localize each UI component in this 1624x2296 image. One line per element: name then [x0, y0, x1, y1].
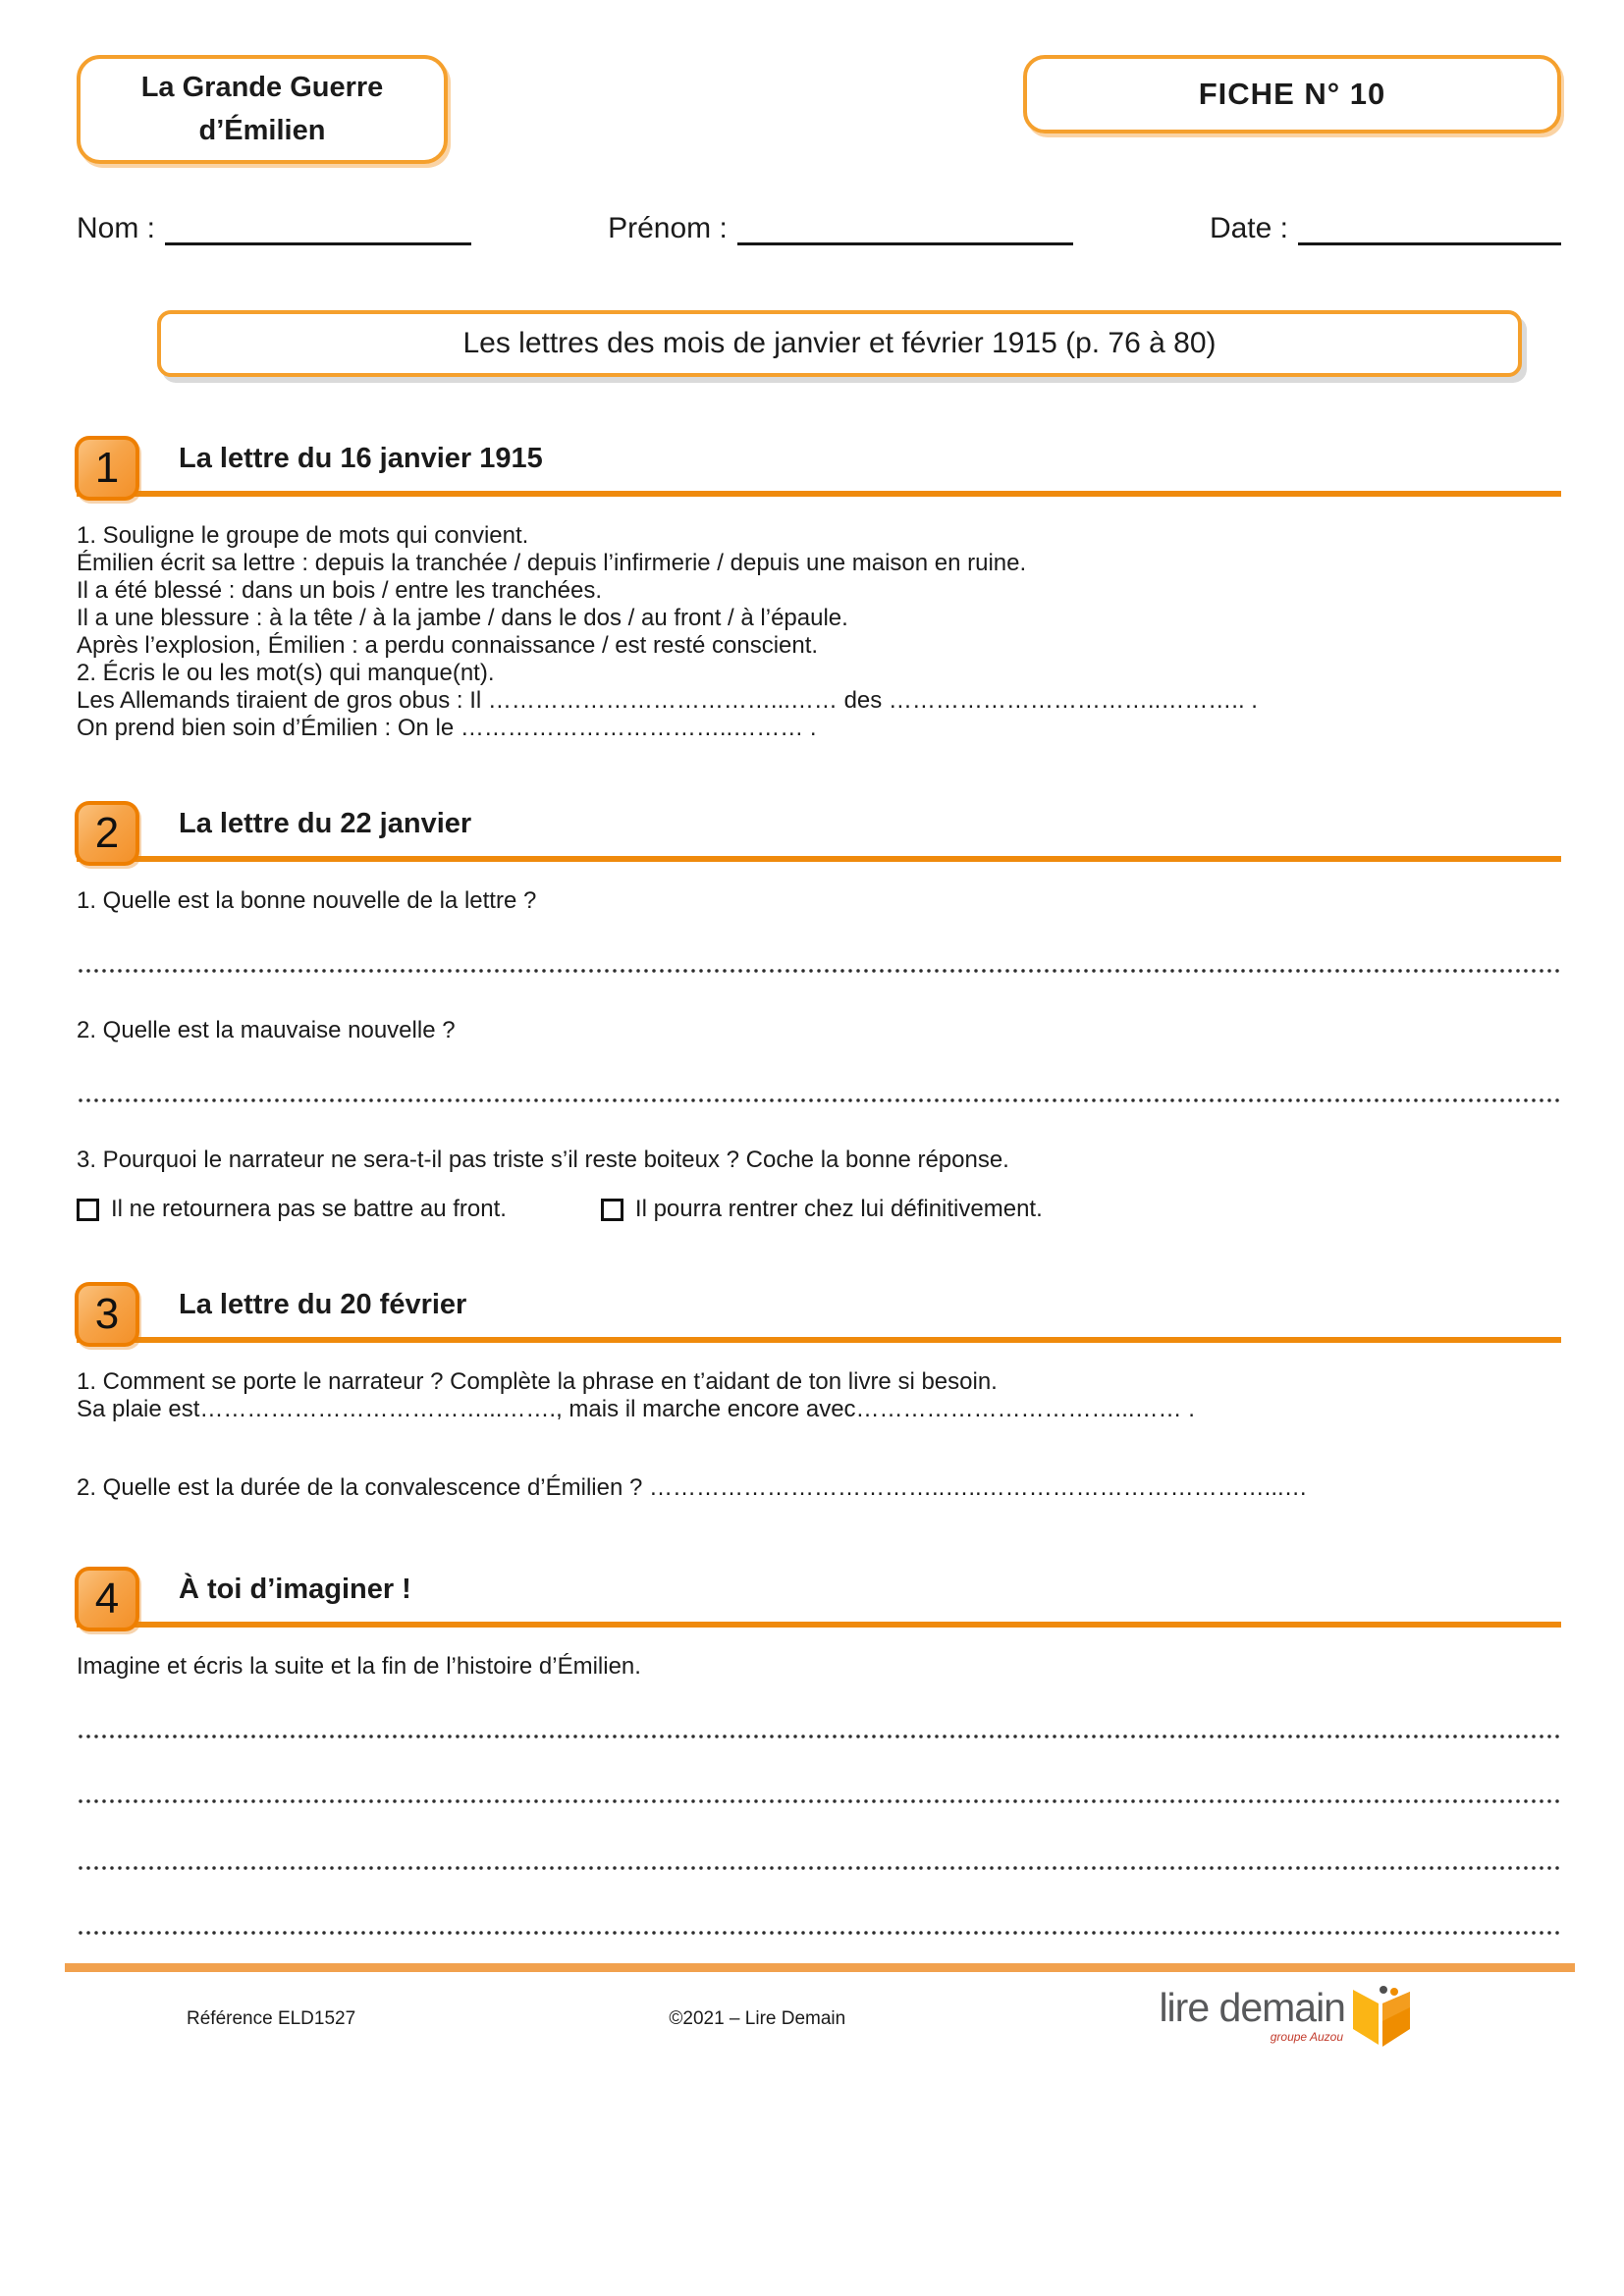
fill-in-sentence[interactable]: 2. Quelle est la durée de la convalescence d’Émilien ? ………………………………..…..………………………………...… [77, 1474, 1308, 1501]
footer-divider-bar [65, 1963, 1575, 1972]
checkbox-option [601, 1196, 1043, 1223]
identity-row [77, 209, 1561, 245]
answer-dotted-line[interactable] [77, 968, 1559, 974]
checkbox-options-row [77, 1196, 1561, 1223]
date-label: Date : [1209, 212, 1288, 244]
question-text: 1. Comment se porte le narrateur ? Complète la phrase en t’aidant de ton livre si besoin. [77, 1368, 998, 1395]
checkbox-option-label: Il pourra rentrer chez lui définitivement. [634, 1196, 1043, 1222]
open-book-icon [1349, 1982, 1414, 2051]
date-input-line[interactable] [1298, 209, 1561, 245]
question-text: 1. Quelle est la bonne nouvelle de la lettre ? [77, 887, 537, 914]
firstname-label: Prénom : [608, 212, 728, 244]
name-input-line[interactable] [165, 209, 471, 245]
section-3-header [77, 1272, 1561, 1343]
fill-in-sentence[interactable]: Les Allemands tiraient de gros obus : Il ………………………………...…… des ……………………………..……….. . [77, 687, 1258, 714]
section-2-body [77, 887, 1561, 1223]
answer-dotted-line[interactable] [77, 1734, 1559, 1739]
section-3-body [77, 1368, 1561, 1502]
worksheet-title: Les lettres des mois de janvier et février 1915 (p. 76 à 80) [462, 327, 1217, 359]
publisher-logo [1159, 1985, 1414, 2051]
checkbox-option [77, 1196, 507, 1223]
answer-dotted-line[interactable] [77, 1798, 1559, 1804]
answer-dotted-line[interactable] [77, 1865, 1559, 1871]
firstname-field-group [608, 209, 1073, 245]
section-4-title: À toi d’imaginer ! [179, 1573, 411, 1605]
book-title-box [77, 55, 448, 164]
firstname-input-line[interactable] [737, 209, 1073, 245]
section-1-body [77, 522, 1561, 742]
publisher-logo-text: lire demain [1159, 1985, 1345, 2030]
section-2-number-badge: 2 [75, 801, 139, 866]
answer-dotted-line[interactable] [77, 1097, 1559, 1103]
checkbox[interactable] [77, 1199, 99, 1221]
section-1-number-badge: 1 [75, 436, 139, 501]
checkbox[interactable] [601, 1199, 623, 1221]
underline-choice-line[interactable]: Émilien écrit sa lettre : depuis la tranchée / depuis l’infirmerie / depuis une maison en ruine. [77, 550, 1027, 576]
section-4-body [77, 1653, 1561, 1936]
checkbox-option-label: Il ne retournera pas se battre au front. [111, 1196, 507, 1222]
answer-dotted-line[interactable] [77, 1930, 1559, 1936]
section-2-header [77, 791, 1561, 862]
question-text: 3. Pourquoi le narrateur ne sera-t-il pas triste s’il reste boiteux ? Coche la bonne réponse. [77, 1147, 1009, 1173]
section-1-header [77, 426, 1561, 497]
footer [77, 1985, 1561, 2051]
date-field-group [1210, 209, 1561, 245]
section-4-number-badge: 4 [75, 1567, 139, 1631]
question-text: 1. Souligne le groupe de mots qui convient. [77, 522, 529, 549]
section-3-number-badge: 3 [75, 1282, 139, 1347]
book-title-line1: La Grande Guerre [140, 72, 384, 103]
copyright-text: ©2021 – Lire Demain [669, 2008, 846, 2029]
book-title-line2: d’Émilien [198, 114, 326, 146]
name-field-group [77, 209, 471, 245]
section-3-title: La lettre du 20 février [179, 1288, 467, 1320]
fill-in-sentence[interactable]: Sa plaie est………………………………...……., mais il marche encore avec……………………………...…… . [77, 1396, 1195, 1422]
fill-in-sentence[interactable]: On prend bien soin d’Émilien : On le ……………………………..……… . [77, 715, 817, 741]
publisher-logo-subtext: groupe Auzou [1270, 2030, 1343, 2044]
section-4-header [77, 1557, 1561, 1628]
name-label: Nom : [77, 212, 156, 244]
instruction-text: Imagine et écris la suite et la fin de l’histoire d’Émilien. [77, 1653, 641, 1680]
fiche-number-label: FICHE N° 10 [1198, 77, 1386, 111]
header [77, 55, 1561, 164]
reference-code: Référence ELD1527 [187, 2008, 356, 2029]
question-text: 2. Quelle est la mauvaise nouvelle ? [77, 1017, 456, 1043]
worksheet-title-banner [157, 310, 1522, 377]
question-text: 2. Écris le ou les mot(s) qui manque(nt). [77, 660, 495, 686]
fiche-number-box [1023, 55, 1561, 133]
section-2-title: La lettre du 22 janvier [179, 807, 472, 839]
underline-choice-line[interactable]: Après l’explosion, Émilien : a perdu connaissance / est resté conscient. [77, 632, 819, 659]
underline-choice-line[interactable]: Il a été blessé : dans un bois / entre les tranchées. [77, 577, 602, 604]
underline-choice-line[interactable]: Il a une blessure : à la tête / à la jambe / dans le dos / au front / à l’épaule. [77, 605, 848, 631]
publisher-logo-text-wrap [1159, 1985, 1345, 2044]
section-1-title: La lettre du 16 janvier 1915 [179, 442, 543, 474]
